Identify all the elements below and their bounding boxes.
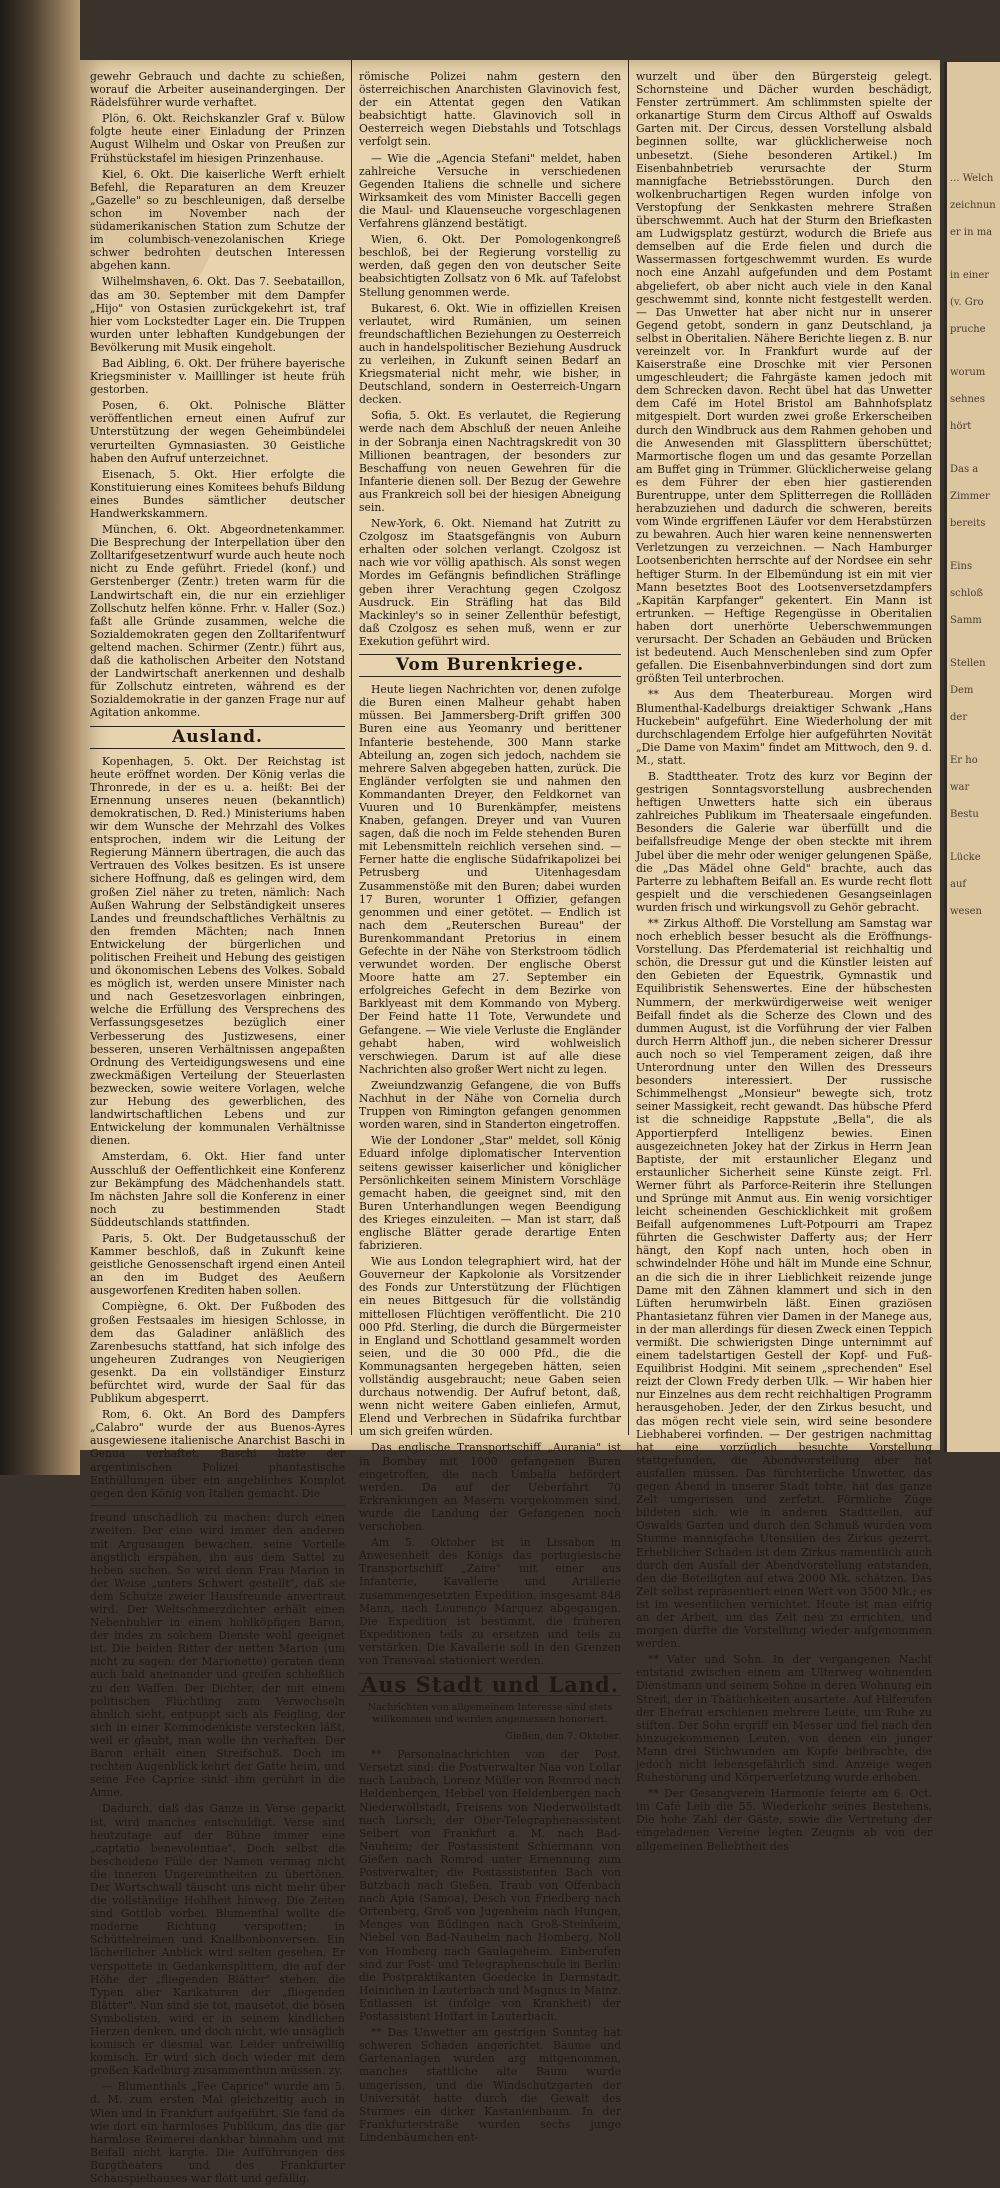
adjacent-page-line: wesen: [950, 906, 982, 917]
article-text: ** Der Gesangverein Harmonie feierte am 6. Oct. im Café Leib die 55. Wiederkehr seines Bestehens. Die hohe Zahl der Gäste, sowie die Vertretung der eingeladenen Vereine legten Zeugnis ab von der allgemeinen Beliebtheit des: [636, 1787, 932, 1853]
adjacent-page-line: Stellen: [950, 658, 986, 669]
adjacent-page-text: [947, 62, 1000, 918]
article-text: Bukarest, 6. Okt. Wie in offiziellen Kreisen verlautet, wird Rumänien, um seinen freundschaftlichen Beziehungen zu Oesterreich auch in handelspolitischer Beziehung Ausdruck zu verleihen, in Zukunft seinen Bedarf an Kriegsmaterial nicht mehr, wie bisher, in Deutschland, sondern in Oesterreich-Ungarn decken.: [359, 301, 621, 407]
column-1: [90, 70, 345, 2188]
newspaper-page: [80, 60, 940, 2186]
column-2: [359, 70, 621, 2147]
column-rule: [351, 60, 352, 1435]
article-text: Wie der Londoner „Star" meldet, soll König Eduard infolge diplomatischer Intervention seitens gewisser kaiserlicher und königlicher Persönlichkeiten seinem Ministern Vorschläge gemacht haben, die geeignet sind, mit den Buren Unterhandlungen wegen Beendigung des Krieges einzuleiten. — Man ist starr, daß englische Blätter gerade derartige Enten fabrizieren.: [359, 1134, 621, 1253]
adjacent-page-line: sehnes: [950, 394, 985, 405]
adjacent-page-line: Das a: [950, 464, 979, 475]
adjacent-page-line: Dem: [950, 685, 974, 696]
article-text: München, 6. Okt. Abgeordnetenkammer. Die Besprechung der Interpellation über den Zolltarifgesetzentwurf wurde auch heute noch nicht zu Ende geführt. Friedel (konf.) und Gerstenberger (Zentr.) treten warm für die Landwirtschaft ein, die nur ein erziehliger Zollschutz helfen könne. Frhr. v. Haller (Soz.) faßt alle Gründe zusammen, welche die Sozialdemokraten gegen den Zolltarifentwurf geltend machen. Schirmer (Zentr.) führt aus, daß die katholischen Arbeiter den Notstand der Landwirtschaft anerkennen und deshalb für Zollschutz eintreten, während es der Sozialdemokratie in der ganzen Frage nur auf Agitation ankomme.: [90, 523, 345, 720]
adjacent-page-line: Eins: [950, 561, 973, 572]
article-text: römische Polizei nahm gestern den österreichischen Anarchisten Glavinovich fest, der ein Attentat gegen den Vatikan beabsichtigt hatte. Glavinovich soll in Oesterreich wegen Diebstahls und Totschlags verfolgt sein.: [359, 70, 621, 149]
feuilleton-text: Dadurch, daß das Ganze in Verse gepackt ist, wird manches entschuldigt. Verse sind heutzutage auf der Bühne immer eine „captatio benevolentiae". Doch selbst die bescheidene Fülle der Namen vermag nicht die inneren Ungereimtheiten zu übertönen. Der Wortschwall täuscht uns nicht mehr über die vollständige Hohlheit hinweg. Die Zeiten sind Gottlob vorbei. Blumenthal wollte die moderne Richtung verspotten; in Schüttelreimen und Knallbonbonversen. Ein lächerlicher Anblick wird selten gesehen. Er verspottete in Gedankensplittern, die auf der Höhe der „fliegenden Blätter" stehen, die Typen aber Karikaturen der „fliegenden Blätter". Nun sind sie tot, mausetot, die bösen Symbolisten, wird er in seinem kindlichen Herzen denken, und doch nicht, wie unsäglich komisch er diesmal war. Leider unfreiwillig komisch. Er wird sich doch wieder mit dem großen Kadelburg zusammenthun müssen. zy.: [90, 1802, 345, 2078]
section-heading-burenkriege: Vom Burenkriege.: [359, 654, 621, 677]
article-text: Bad Aibling, 6. Okt. Der frühere bayerische Kriegsminister v. Mailllinger ist heute früh gestorben.: [90, 356, 345, 397]
article-text: Compiègne, 6. Okt. Der Fußboden des großen Festsaales im hiesigen Schlosse, in dem das Galadiner anläßlich des Zarenbesuchs stattfand, hat sich infolge des ungeheuren Zudranges von Neugierigen gesenkt. Da ein vollständiger Einsturz befürchtet wird, wurde der Saal für das Publikum abgesperrt.: [90, 1300, 345, 1406]
adjacent-page-line: Bestu: [950, 809, 979, 820]
article-text: Sofia, 5. Okt. Es verlautet, die Regierung werde nach dem Abschluß der neuen Anleihe in der Sobranja einen Nachtragskredit von 30 Millionen beantragen, der besonders zur Beschaffung von neuen Gewehren für die Infanterie dienen soll. Der Bezug der Gewehre aus Frankreich soll bei der hiesigen Abneigung sein.: [359, 409, 621, 514]
adjacent-page-edge: [944, 62, 1000, 1452]
adjacent-page-line: (v. Gro: [950, 297, 984, 308]
article-text: Paris, 5. Okt. Der Budgetausschuß der Kammer beschloß, daß in Zukunft keine geistliche Genossenschaft irgend einen Anteil an den im Budget des Aeußern ausgeworfenen Krediten haben sollen.: [90, 1231, 345, 1298]
book-binding: [0, 0, 80, 1475]
article-text: Kopenhagen, 5. Okt. Der Reichstag ist heute eröffnet worden. Der König verlas die Thronrede, in der es u. a. heißt: Bei der Ernennung unseres neuen (bekanntlich) demokratischen, D. Red.) Ministeriums haben wir dem Wunsche der Mehrzahl des Volkes entsprochen, indem wir die Leitung der Regierung Männern übertragen, die auch das Vertrauen des Volkes besitzen. Es ist unsere sichere Hoffnung, daß es gelingen wird, dem großen Ziel näher zu treten, nämlich: Nach Außen Wahrung der Selbständigkeit unseres Landes und freundschaftliches Verhältnis zu den fremden Mächten; nach Innen Entwickelung der bürgerlichen und politischen Freiheit und Hebung des geistigen und ökonomischen Lebens des Volkes. Sobald es möglich ist, werden unsere Minister nach und nach Gesetzesvorlagen einbringen, welche die Erfüllung des Versprechens des Verfassungsgesetzes bezüglich einer Verbesserung des Justizwesens, einer besseren, unseren Verhältnissen angepaßten Ordnung des Verteidigungswesens und eine zweckmäßigen Verteilung der Steuerlasten bezwecken, sowie weitere Vorlagen, welche zur Hebung des gewerblichen, des landwirtschaftlichen Lebens und zur Entwickelung der kommunalen Verhältnisse dienen.: [90, 754, 345, 1148]
adjacent-page-line: er in ma: [950, 227, 993, 238]
adjacent-page-line: Samm: [950, 615, 982, 626]
article-text: Zweiundzwanzig Gefangene, die von Buffs Nachhut in der Nähe von Cornelia durch Truppen von Rimington gefangen genommen worden waren, sind in Standerton eingetroffen.: [359, 1078, 621, 1132]
adjacent-page-line: Lücke: [950, 852, 981, 863]
article-text: B. Stadttheater. Trotz des kurz vor Beginn der gestrigen Sonntagsvorstellung ausbrechenden heftigen Unwetters hatte sich ein überaus zahlreiches Publikum im Theatersaale eingefunden. Besonders die Galerie war überfüllt und die beifallsfreudige Menge der oben steckte mit ihrem Jubel über die mehr oder weniger gelungenen Späße, die „Das Mädel ohne Geld" brachte, auch das Parterre zu lebhaftem Beifall an. Es wurde recht flott gespielt und die verschiedenen Gesangseinlagen wurden frisch und wirkungsvoll zu Gehör gebracht.: [636, 769, 932, 914]
article-text: — Wie die „Agencia Stefani" meldet, haben zahlreiche Versuche in verschiedenen Gegenden Italiens die schnelle und sichere Wirksamkeit des vom Minister Baccelli gegen die Maul- und Klauenseuche vorgeschlagenen Verfahrens glänzend bestätigt.: [359, 151, 621, 231]
adjacent-page-line: bereits: [950, 518, 986, 529]
adjacent-page-line: hört: [950, 421, 972, 432]
article-text: Kiel, 6. Okt. Die kaiserliche Werft erhielt Befehl, die Reparaturen an dem Kreuzer „Gazelle" so zu beschleunigen, daß derselbe schon im November nach der südamerikanischen Station zum Schutze der im columbisch-venezolanischen Kriege schwer bedrohten deutschen Interessen abgehen kann.: [90, 167, 345, 273]
adjacent-page-line: zeichnun: [950, 200, 996, 211]
article-text: Wien, 6. Okt. Der Pomologenkongreß beschloß, bei der Regierung vorstellig zu werden, daß gegen den von deutscher Seite beabsichtigten Zollsatz von 6 Mk. auf Tafelobst Stellung genommen werde.: [359, 233, 621, 299]
section-heading-ausland: Ausland.: [90, 726, 345, 749]
article-text: Rom, 6. Okt. An Bord des Dampfers „Calabro" wurde der aus Buenos-Ayres ausgewiesene italienische Anarchist Baschi in Genua verhaftet. Baschi hatte der argentinischen Polizei phantastische Enthüllungen über ein angebliches Komplot gegen den König von Italien gemacht. Die: [90, 1408, 345, 1500]
article-text: Heute liegen Nachrichten vor, denen zufolge die Buren einen Malheur gehabt haben müssen. Bei Jammersberg-Drift griffen 300 Buren eine aus Yeomanry und berittener Infanterie bestehende, 300 Mann starke Abteilung an, zogen sich jedoch, nachdem sie mehrere Salven abgegeben hatten, zurück. Die Engländer verfolgten sie und nahmen den Kommandanten Dreyer, den Feldkornet van Vuuren und 10 Burenkämpfer, meistens Knaben, gefangen. Dreyer und van Vuuren sagen, daß die noch im Felde stehenden Buren mit Lebensmitteln reichlich versehen sind. — Ferner hatte die englische Südafrikapolizei bei Petrusberg und Uitenhagesdam Zusammenstöße mit den Buren; dabei wurden 17 Buren, worunter 1 Offizier, gefangen genommen und einer getötet. — Endlich ist nach dem „Reuterschen Bureau" der Burenkommandant Pretorius in einem Gefechte in der Nähe von Sterkstroom tödlich verwundet worden. Der englische Oberst Moore hatte am 27. September ein erfolgreiches Gefecht in dem Bezirke von Barklyeast mit dem Kommando von Myberg. Der Feind hatte 11 Tote, Verwundete und Gefangene. — Wie viele Verluste die Engländer gehabt haben, wird wohlweislich verschwiegen. Darum ist auf alle diese Nachrichten also großer Wert nicht zu legen.: [359, 683, 621, 1076]
article-text: New-York, 6. Okt. Niemand hat Zutritt zu Czolgosz im Staatsgefängnis von Auburn erhalten oder solchen verlangt. Czolgosz ist nach wie vor völlig apathisch. Als sonst wegen Mordes im Gefängnis befindlichen Sträflinge geben ihrer Verachtung gegen Czolgosz Ausdruck. Ein Sträfling hat das Bild Mackinley's so in seiner Zellenthür befestigt, daß Czolgosz es sehen muß, wenn er zur Exekution geführt wird.: [359, 517, 621, 648]
adjacent-page-line: war: [950, 782, 970, 793]
article-text: Wie aus London telegraphiert wird, hat der Gouverneur der Kapkolonie als Vorsitzender des Fonds zur Unterstützung der Flüchtigen ein neues Bittgesuch für die vollständig mittellosen Flüchtigen veröffentlicht. Die 210 000 Pfd. Sterling, die durch die Bürgermeister in England und Schottland gesammelt worden seien, und die 30 000 Pfd., die die Kommunagsanten hergegeben hätten, seien vollständig ausgebraucht; neue Gaben seien durchaus notwendig. Der Aufruf betont, daß, wenn nicht weitere Gaben einliefen, Armut, Elend und Verbrechen in Südafrika furchtbar um sich greifen würden.: [359, 1255, 621, 1439]
feuilleton-text: freund unschädlich zu machen: durch einen zweiten. Der eine wird immer den anderen mit Argusaugen bewachen, seine Vorteile ängstlich erspähen, ihn aus dem Sattel zu heben suchen. So wird denn Frau Marion in der Weise „unters Schwert gestellt", daß sie dem Schutze zweier Hausfreunde anvertraut wird. Der Weltschmerzdichter erhält einen Nebenbuhler in einem hohlköpfigen Baron, der indes zu solchem Dienste wohl geeignet ist. Die beiden Ritter der netten Marion (um nicht zu sagen: der Marionette) geraten denn auch bald aneinander und greifen schließlich zu den Waffen. Der Dichter, der mit einem politischen Flüchtling zum Verwechseln ähnlich sieht, entpuppt sich als Feigling, der sich in einer Kommodenkiste verstecken läßt, weil er glaubt, man wolle ihn verhaften. Der Baron erhält einen Streifschuß. Doch im rechten Augenblick kehrt der Gatte heim, und seine Fee Caprice sinkt ihm gerührt in die Arme.: [90, 1511, 345, 1800]
feuilleton-text: — Blumenthals „Fee Caprice" wurde am 5. d. M. zum ersten Mal gleichzeitig auch in Wien und in Frankfurt aufgeführt. Sie fand da wie dort ein harmloses Publikum, das die gar harmlose Reimerei dankbar hinnahm und mit Beifall nicht kargte. Die Aufführungen des Burgtheaters und des Frankfurter Schauspielhauses war flott und gefällig.: [90, 2080, 345, 2186]
adjacent-page-line: Er ho: [950, 755, 978, 766]
adjacent-page-line: Zimmer: [950, 491, 990, 502]
column-rule: [628, 60, 629, 1435]
adjacent-page-line: auf: [950, 879, 967, 890]
article-text: gewehr Gebrauch und dachte zu schießen, worauf die Arbeiter auseinandergingen. Der Rädelsführer wurde verhaftet.: [90, 70, 345, 110]
article-text: ** Personalnachrichten von der Post. Versetzt sind: die Postverwalter Naa von Lollar nach Laubach, Lorenz Müller von Romrod nach Heldenbergen, Hebbel von Heldenbergen nach Niederwöllstadt, Freisens von Niederwöllstadt nach Lorsch; der Ober-Telegraphenassistent Seibert von Frankfurt a. M. nach Bad-Nauheim; der Postassistent Schiermann von Gießen nach Romrod unter Ernennung zum Postverwalter; die Postassistenten Bach von Butzbach nach Gießen, Traub von Offenbach nach Apia (Samoa), Desch von Friedberg nach Ortenberg, Groß von Jugenheim nach Hungen, Menges von Büdingen nach Groß-Steinheim, Niebel von Bad-Nauheim nach Homberg, Noll von Homberg nach Gaulageheim. Einberufen sind zur Post- und Telegraphenschule in Berlin: die Postpraktikanten Goedecke in Darmstadt, Heinichen in Lauterbach und Magnus in Mainz. Entlassen ist (infolge von Krankheit) der Postassistent Hoffart in Lauterbach.: [359, 1748, 621, 2024]
article-text: Posen, 6. Okt. Polnische Blätter veröffentlichen erneut einen Aufruf zur Unterstützung der wegen Geheimbündelei verurteilten Gymnasiasten. 30 Geistliche haben den Aufruf unterzeichnet.: [90, 399, 345, 465]
section-divider: [90, 1505, 345, 1507]
article-text: ** Zirkus Althoff. Die Vorstellung am Samstag war noch erheblich besser besucht als die Eröffnungs-Vorstellung. Das Pferdematerial ist reichhaltig und schön, die Dressur gut und die Künstler leisten auf den Gebieten der Equestrik, Gymnastik und Equilibristik Sehenswertes. Eine der hübschesten Nummern, der merkwürdigerweise weit weniger Beifall findet als die Scherze des Clown und des dummen August, ist die Vorführung der vier Falben durch Herrn Althoff jun., die neben sicherer Dressur auch noch so viel Temperament zeigen, daß ihre Unterordnung unter den Willen des Dresseurs besonders interessiert. Der russische Schimmelhengst „Monsieur" bewegte sich, trotz seiner Massigkeit, recht gewandt. Das hübsche Pferd ist die schneidige Rappstute „Bella", die als Apportierpferd Intelligenz bewies. Einen ausgezeichneten Jokey hat der Zirkus in Herrn Jean Baptiste, der mit erstaunlicher Eleganz und erstaunlicher Sicherheit seine Künste zeigt. Frl. Werner führt als Parforce-Reiterin ihre Stellungen und Sprünge mit Anmut aus. Ein wenig vorsichtiger leicht scheinenden Geschicklichkeit mit großem Beifall aufgenommenes Luft-Potpourri am Trapez führten die Geschwister Dafferty aus; der Herr hängt, den Kopf nach unten, hoch oben in schwindelnder Höhe und hält im Munde eine Schnur, an die sich die in ihrer Lieblichkeit reizende junge Dame mit den Zähnen klammert und sich in den Lüften herumwirbeln läßt. Einen graziösen Phantasietanz führen vier Damen in der Manege aus, in der man allerdings für diesen Zweck einen Teppich vermißt. Die schwierigsten Dinge unternimmt auf einem tadelstartigen Gestell der Kopf- und Fuß-Equilibrist Hodgini. Mit seinem „sprechenden" Esel reizt der Clown Fredy derben Ulk. — Wir haben hier nur Einzelnes aus dem recht reichhaltigen Programm herausgehoben. Jeder, der den Zirkus besucht, und das mögen recht viele sein, wird seine besondere Liebhaberei vorfinden. — Der gestrigen nachmittag hat eine vorzüglich besuchte Vorstellung stattgefunden, die Abendvorstellung aber hat ausfallen müssen. Das fürchterliche Unwetter, das gegen Abend in unserer Stadt tobte, hat das ganze Zelt umgerissen und zerfetzt. Förmliche Züge bildeten sich, wie in anderen Stadtteilen, auf Oswalds Garten und durch den Schmuß wurden vom Sturme mannigfache Utensilien des Zirkus gezerrt. Erheblicher Schaden ist dem Zirkus namentlich auch durch den Ausfall der Abendvorstellung entstanden, den die Beteiligten auf etwa 2000 Mk. schätzen. Das Zelt selbst repräsentiert einen Wert von 3500 Mk.; es ist im wesentlichen vernichtet. Heute ist man eifrig an der Arbeit, um das Zelt neu zu errichten, und morgen dürfte die Vorstellung wieder aufgenommen werden.: [636, 917, 932, 1651]
adjacent-page-line: worum: [950, 367, 986, 378]
article-text: Am 5. Oktober ist in Lissabon in Anwesenheit des Königs das portugiesische Transportschiff „Zaire" mit einer aus Infanterie, Kavallerie und Artillerie zusammengesetzten Expedition, insgesamt 848 Mann, nach Lourenço Marquez abgegangen. Die Expedition ist bestimmt, die früheren Expeditionen teils zu ersetzen und teils zu verstärken. Die Kavallerie soll in den Grenzen von Transvaal stationiert werden.: [359, 1536, 621, 1667]
adjacent-page-line: schloß: [950, 588, 984, 599]
column-3: [636, 70, 932, 1856]
article-text: wurzelt und über den Bürgersteig gelegt. Schornsteine und Dächer wurden beschädigt, Fenster zertrümmert. Am schlimmsten spielte der orkanartige Sturm dem Circus Althoff auf Oswalds Garten mit. Der Circus, dessen Vorstellung alsbald beginnen sollte, war glücklicherweise noch unbesetzt. (Siehe besonderen Artikel.) Im Eisenbahnbetrieb verursachte der Sturm mannigfache Betriebsstörungen. Durch den wolkenbruchartigen Regen wurden infolge von Verstopfung der Senkkasten mehrere Straßen überschwemmt. Auch hat der Sturm den Briefkasten am Ludwigsplatz gestürzt, wodurch die Briefe aus demselben auf die Erde fielen und durch die Wassermassen fortgeschwemmt wurden. Es wurde noch eine Anzahl aufgefunden und dem Postamt abgeliefert, ob aber nicht auch viele in den Kanal geschwemmt sind, konnte nicht festgestellt werden. — Das Unwetter hat aber nicht nur in unserer Gegend getobt, sondern in ganz Deutschland, ja selbst in Oberitalien. Nähere Berichte liegen z. B. nur vereinzelt vor. In Frankfurt wurde auf der Kaiserstraße eine Droschke mit vier Personen umgeschleudert; die Fahrgäste kamen jedoch mit dem Schrecken davon. Recht übel hat das Unwetter dem Café im Hotel Bristol am Bahnhofsplatz mitgespielt. Dort wurden zwei große Erkerscheiben durch den Windbruck aus dem Rahmen gehoben und die Anwesenden mit Glassplittern überschüttet; Marmortische flogen um und das gesamte Porzellan am Buffet ging in Trümmer. Glücklicherweise gelang es dem Führer der eben hier gastierenden Burentruppe, unter dem Splitterregen die Rollläden herabzuziehen und dadurch die schweren, bereits vom Winde ergriffenen Läufer vor dem Herabstürzen zu bewahren. Auch hier waren keine nennenswerten Verletzungen zu verzeichnen. — Nach Hamburger Lootsenberichten herrschte auf der Nordsee ein sehr heftiger Sturm. In der Elbemündung ist ein mit vier Mann besetztes Boot des Lootsenversetzdampfers „Kapitän Karpfanger" gekentert. Ein Mann ist ertrunken. — Heftige Regengüsse in Oberitalien haben dort unerhörte Ueberschwemmungen verursacht. Der Schaden an Gebäuden und Brücken ist bedeutend. Auch Menschenleben sind zum Opfer gefallen. Die Eisenbahnverbindungen sind dort zum größten Teil unterbrochen.: [636, 70, 932, 686]
article-text: ** Aus dem Theaterbureau. Morgen wird Blumenthal-Kadelburgs dreiaktiger Schwank „Hans Huckebein" aufgeführt. Eine Wiederholung der mit durchschlagendem Erfolge hier aufgeführten Novität „Die Dame von Maxim" findet am Mittwoch, den 9. d. M., statt.: [636, 688, 932, 767]
section-heading-stadt-und-land: Aus Stadt und Land.: [360, 1672, 620, 1698]
adjacent-page-line: in einer: [950, 270, 990, 281]
article-text: Plön, 6. Okt. Reichskanzler Graf v. Bülow folgte heute einer Einladung der Prinzen August Wilhelm und Oskar von Preußen zur Frühstückstafel im hiesigen Prinzenhause.: [90, 112, 345, 165]
article-text: Wilhelmshaven, 6. Okt. Das 7. Seebataillon, das am 30. September mit dem Dampfer „Hijo" von Ostasien zurückgekehrt ist, traf hier vom Lockstedter Lager ein. Die Truppen wurden unter lebhaften Kundgebungen der Bevölkerung mit Musik eingeholt.: [90, 275, 345, 354]
adjacent-page-line: ... Welch: [950, 173, 994, 184]
section-subtitle: Nachrichten von allgemeinem Interesse sind stets willkommen und werden angemessen honoriert.: [367, 1702, 613, 1726]
article-text: ** Vater und Sohn. In der vergangenen Nacht entstand zwischen einem am Ulterweg wohnenden Dienstmann und seinem Sohne in deren Wohnung ein Streit, der in Thätlichkeiten ausartete. Auf Hilferufen der Ehefrau erschienen mehrere Leute, um Ruhe zu stiften. Der Sohn ergriff ein Messer und fiel nach den hinzugekommenen Leuten, von denen ein junger Mann drei Stichwunden am Kopfe beibrachte, die jedoch nicht lebensgefährlich sind. Anzeige wegen Ruhestörung und Körperverletzung wurde erhoben.: [636, 1653, 932, 1785]
article-text: ** Das Unwetter am gestrigen Sonntag hat schweren Schaden angerichtet. Bäume und Gartenanlagen wurden arg mitgenommen, manches stattliche alte Baum wurde umgerissen, und die Windschutzgarten der Universität hatte durch die Gewalt des Sturmes ein dicker Kastanienbaum. In der Frankfurterstraße wurden sechs junge Lindenbäumchen ent-: [359, 2026, 621, 2144]
article-text: Das englische Transportschiff „Aurania" ist in Bombay mit 1000 gefangenen Buren eingetroffen, die nach Umballa befördert werden. Da auf der Ueberfahrt 70 Erkrankungen an Masern vorgekommen sind, wurde die Landung der Gefangenen noch verschoben.: [359, 1441, 621, 1534]
article-text: Eisenach, 5. Okt. Hier erfolgte die Konstituierung eines Komitees behufs Bildung eines Bundes sämtlicher deutscher Handwerkskammern.: [90, 467, 345, 520]
dateline: Gießen, den 7. Oktober.: [505, 1731, 621, 1743]
adjacent-page-line: pruche: [950, 324, 986, 335]
article-text: Amsterdam, 6. Okt. Hier fand unter Ausschluß der Oeffentlichkeit eine Konferenz zur Bekämpfung des Mädchenhandels statt. Im nächsten Jahre soll die Konferenz in einer noch zu bestimmenden Stadt Süddeutschlands stattfinden.: [90, 1150, 345, 1229]
adjacent-page-line: der: [950, 712, 968, 723]
